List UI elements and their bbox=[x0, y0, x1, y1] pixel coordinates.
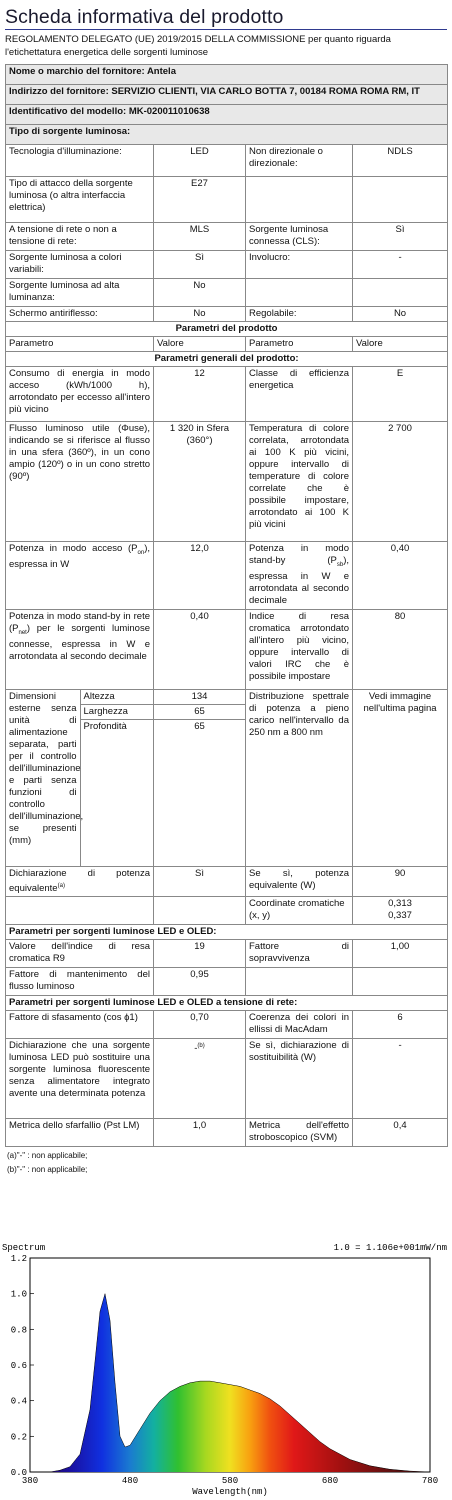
y-tick-label: 1.2 bbox=[10, 1254, 27, 1264]
param-value: 6 bbox=[353, 1011, 448, 1039]
empty-cell bbox=[246, 968, 353, 996]
supplier-name: Nome o marchio del fornitore: Antela bbox=[6, 65, 448, 85]
width-label: Larghezza bbox=[80, 705, 154, 720]
x-tick-label: 580 bbox=[221, 1476, 239, 1486]
dimensions-cell bbox=[6, 690, 154, 867]
param-label: Potenza in modo stand-by in rete $(P_{net})$ per le sorgenti luminose connesse, espressa in W e arrotondata al secondo decimale bbox=[6, 610, 154, 690]
x-tick-label: 780 bbox=[421, 1476, 439, 1486]
supplier-address: Indirizzo del fornitore: SERVIZIO CLIENTI, VIA CARLO BOTTA 7, 00184 ROMA ROMA RM, IT bbox=[6, 85, 448, 105]
type-label: Tecnologia d'illuminazione: bbox=[6, 145, 154, 177]
type-value: E27 bbox=[154, 177, 246, 223]
param-value: 0,4 bbox=[353, 1119, 448, 1147]
chart-title: Spectrum bbox=[2, 1243, 46, 1253]
type-value: NDLS bbox=[353, 145, 448, 177]
param-value: 12,0 bbox=[154, 542, 246, 610]
dimensions-values bbox=[154, 690, 246, 867]
param-value: 80 bbox=[353, 610, 448, 690]
type-label: A tensione di rete o non a tensione di rete: bbox=[6, 223, 154, 251]
footnote: (a)"-" : non applicabile; bbox=[7, 1151, 88, 1161]
param-value: 1,0 bbox=[154, 1119, 246, 1147]
param-value: 2 700 bbox=[353, 422, 448, 542]
param-label: Metrica dell'effetto stroboscopico (SVM) bbox=[246, 1119, 353, 1147]
param-label: Valore dell'indice di resa cromatica R9 bbox=[6, 940, 154, 968]
type-label bbox=[246, 177, 353, 223]
param-label: Potenza in modo stand-by $(P_{sb})$, espressa in W e arrotondata al secondo decimale bbox=[246, 542, 353, 610]
regulation-text: REGOLAMENTO DELEGATO (UE) 2019/2015 DELLA COMMISSIONE per quanto riguarda l'etichettatura energetica delle sorgenti luminose bbox=[5, 34, 391, 58]
type-value: Sì bbox=[353, 223, 448, 251]
param-label: Se sì, dichiarazione di sostituibilità (W) bbox=[246, 1039, 353, 1119]
type-value: MLS bbox=[154, 223, 246, 251]
param-label: Potenza in modo acceso $(P_{on})$, espressa in W bbox=[6, 542, 154, 610]
depth-value: 65 bbox=[194, 721, 205, 732]
mains-params-header: Parametri per sorgenti luminose LED e OLED a tensione di rete: bbox=[6, 996, 448, 1011]
width-value: 65 bbox=[154, 705, 245, 720]
general-params-header: Parametri generali del prodotto: bbox=[6, 352, 448, 367]
led-params-header: Parametri per sorgenti luminose LED e OLED: bbox=[6, 925, 448, 940]
y-tick-label: 1.0 bbox=[10, 1289, 27, 1300]
param-value: 0,313 0,337 bbox=[353, 897, 448, 925]
page-title: Scheda informativa del prodotto bbox=[5, 4, 447, 30]
footnote: (b)"-" : non applicabile; bbox=[7, 1165, 88, 1175]
type-label: Sorgente luminosa a colori variabili: bbox=[6, 251, 154, 279]
col-header-value: Valore bbox=[353, 337, 448, 352]
type-label: Regolabile: bbox=[246, 307, 353, 322]
param-value: -$^{(b)}$ bbox=[154, 1039, 246, 1119]
type-value: Sì bbox=[154, 251, 246, 279]
param-label: Classe di efficienza energetica bbox=[246, 367, 353, 422]
param-label: Fattore di sfasamento (cos ϕ1) bbox=[6, 1011, 154, 1039]
param-label: Flusso luminoso utile (Φuse), indicando se si riferisce al flusso in una sfera (360º), in un cono ampio (120º) o in un cono stretto (90º) bbox=[6, 422, 154, 542]
dimensions-label: Dimensioni esterne senza unità di alimentazione separata, parti per il controllo dell'illuminazione e parti senza funzioni di controllo dell'illuminazione, se presenti (mm) bbox=[6, 690, 80, 866]
param-value: 12 bbox=[154, 367, 246, 422]
light-source-type-header: Tipo di sorgente luminosa: bbox=[6, 125, 448, 145]
col-header-param: Parametro bbox=[246, 337, 353, 352]
param-value: 0,70 bbox=[154, 1011, 246, 1039]
y-tick-label: 0.2 bbox=[10, 1432, 27, 1443]
y-axis bbox=[11, 1254, 34, 1478]
type-value: No bbox=[154, 307, 246, 322]
param-label: Metrica dello sfarfallio (Pst LM) bbox=[6, 1119, 154, 1147]
param-value: Sì bbox=[154, 867, 246, 897]
param-label: Coordinate cromatiche (x, y) bbox=[246, 897, 353, 925]
param-value: 19 bbox=[154, 940, 246, 968]
col-header-param: Parametro bbox=[6, 337, 154, 352]
model-identifier: Identificativo del modello: MK-020011010638 bbox=[6, 105, 448, 125]
type-label: Sorgente luminosa ad alta luminanza: bbox=[6, 279, 154, 307]
spectrum-area bbox=[30, 1294, 430, 1472]
type-label bbox=[246, 279, 353, 307]
type-value: LED bbox=[154, 145, 246, 177]
y-tick-label: 0.0 bbox=[10, 1468, 27, 1478]
height-label: Altezza bbox=[80, 690, 154, 705]
param-label: Fattore di mantenimento del flusso luminoso bbox=[6, 968, 154, 996]
empty-cell bbox=[353, 968, 448, 996]
height-value: 134 bbox=[154, 690, 245, 705]
empty-cell bbox=[6, 897, 154, 925]
type-label: Sorgente luminosa connessa (CLS): bbox=[246, 223, 353, 251]
type-value bbox=[353, 177, 448, 223]
param-value: 1 320 in Sfera (360°) bbox=[154, 422, 246, 542]
type-label: Involucro: bbox=[246, 251, 353, 279]
param-value: 1,00 bbox=[353, 940, 448, 968]
param-label: Temperatura di colore correlata, arrotondata ai 100 K più vicini, oppure intervallo di temperature di colore correlate che è possibile impostare, arrotondato ai 100 K più vicini bbox=[246, 422, 353, 542]
type-label: Schermo antiriflesso: bbox=[6, 307, 154, 322]
type-label: Non direzionale o direzionale: bbox=[246, 145, 353, 177]
param-value: E bbox=[353, 367, 448, 422]
y-tick-label: 0.6 bbox=[10, 1361, 27, 1371]
info-table bbox=[5, 64, 448, 1147]
param-label: Fattore di sopravvivenza bbox=[246, 940, 353, 968]
product-params-header: Parametri del prodotto bbox=[6, 322, 448, 337]
param-value: 0,40 bbox=[154, 610, 246, 690]
param-label: Coerenza dei colori in ellissi di MacAdam bbox=[246, 1011, 353, 1039]
empty-cell bbox=[154, 897, 246, 925]
type-value bbox=[353, 279, 448, 307]
spectrum-chart bbox=[0, 1240, 452, 1500]
type-label: Tipo di attacco della sorgente luminosa (o altra interfaccia elettrica) bbox=[6, 177, 154, 223]
type-value: No bbox=[353, 307, 448, 322]
type-value: No bbox=[154, 279, 246, 307]
param-value: 90 bbox=[353, 867, 448, 897]
param-value: - bbox=[353, 1039, 448, 1119]
param-label: Indice di resa cromatica arrotondato all'intero più vicino, oppure intervallo di valori IRC che è possibile impostare bbox=[246, 610, 353, 690]
product-info-sheet bbox=[5, 4, 447, 1177]
param-value: 0,40 bbox=[353, 542, 448, 610]
x-tick-label: 680 bbox=[321, 1476, 339, 1486]
param-label: Dichiarazione che una sorgente luminosa LED può sostituire una sorgente luminosa fluorescente senza alimentatore integrato avente una determinata potenza bbox=[6, 1039, 154, 1119]
param-label: Se sì, potenza equivalente (W) bbox=[246, 867, 353, 897]
x-tick-label: 480 bbox=[121, 1476, 139, 1486]
param-label: Distribuzione spettrale di potenza a pieno carico nell'intervallo da 250 nm a 800 nm bbox=[246, 690, 353, 867]
depth-label: Profondità bbox=[80, 720, 154, 867]
x-tick-label: 380 bbox=[21, 1476, 39, 1486]
param-value: 0,95 bbox=[154, 968, 246, 996]
col-header-value: Valore bbox=[154, 337, 246, 352]
param-value: Vedi immagine nell'ultima pagina bbox=[353, 690, 448, 867]
y-tick-label: 0.8 bbox=[10, 1325, 27, 1336]
param-label: Consumo di energia in modo acceso (kWh/1000 h), arrotondato per eccesso all'intero più vicino bbox=[6, 367, 154, 422]
type-value: - bbox=[353, 251, 448, 279]
chart-annotation: 1.0 = 1.106e+001mW/nm bbox=[333, 1243, 447, 1253]
y-tick-label: 0.4 bbox=[10, 1396, 27, 1407]
x-axis-label: Wavelength(nm) bbox=[192, 1487, 268, 1497]
param-label: Dichiarazione di potenza equivalente$^{(a)}$ bbox=[6, 867, 154, 897]
